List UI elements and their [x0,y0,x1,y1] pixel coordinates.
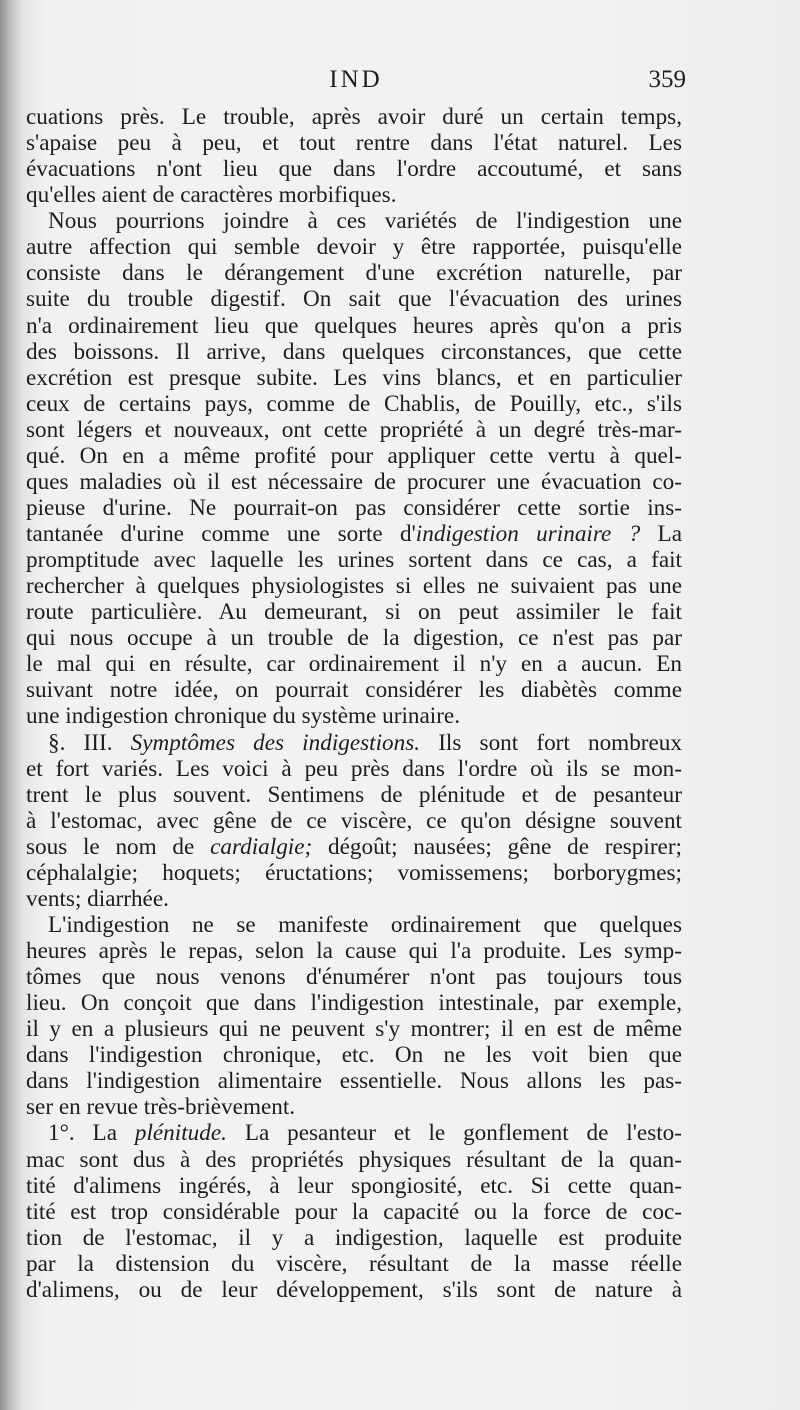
text-run: n'a ordinairement lieu que quelques heures après qu'on a pris [26,312,682,339]
text-run: tité est trop considérable pour la capacité ou la force de coc- [26,1198,682,1225]
text-run: dégoût; nausées; gêne de respirer; [312,833,683,860]
text-run: mac sont dus à des propriétés physiques résultant de la quan- [26,1146,682,1173]
text-run: ser en revue très-brièvement. [26,1094,296,1121]
text-run: consiste dans le dérangement d'une excrétion naturelle, par [26,260,682,287]
text-run: dans l'indigestion alimentaire essentielle. Nous allons les pas- [26,1068,682,1095]
text-line [26,443,682,469]
text-line [26,1016,682,1042]
text-line [26,208,682,234]
text-run: rechercher à quelques physiologistes si elles ne suivaient pas une [26,573,682,600]
text-line [26,573,682,599]
text-run: s'apaise peu à peu, et tout rentre dans l'état naturel. Les [26,130,682,157]
text-run: §. III. [48,729,131,756]
text-line [26,1068,682,1094]
text-run: vents; diarrhée. [26,885,169,912]
text-line [26,104,682,130]
text-run: pieuse d'urine. Ne pourrait-on pas considérer cette sortie ins- [26,494,682,521]
text-run: une indigestion chronique du système urinaire. [26,703,461,730]
text-run: ques maladies où il est nécessaire de procurer une évacuation co- [26,468,682,495]
text-run: ceux de certains pays, comme de Chablis, de Pouilly, etc., s'ils [26,390,682,417]
body-text [26,104,682,1303]
text-line [26,599,682,625]
italic-run: indigestion urinaire ? [415,521,641,547]
text-run: qui nous occupe à un trouble de la digestion, ce n'est pas par [26,625,682,652]
text-line [26,808,682,834]
text-run: heures après le repas, selon la cause qui l'a produite. Les symp- [26,938,682,964]
text-run: La pesanteur et le gonflement de l'esto- [226,1120,682,1147]
text-line [26,417,682,443]
text-line [26,130,682,156]
text-line [26,834,682,860]
text-run: L'indigestion ne se manifeste ordinairement que quelques [48,911,682,938]
italic-run: Symptômes des indigestions. [130,729,421,756]
text-run: lieu. On conçoit que dans l'indigestion intestinale, par exemple, [26,990,682,1017]
text-run: Ils sont fort nombreux [420,729,682,756]
text-run: La [640,521,682,547]
text-line [26,547,682,573]
italic-run: plénitude. [134,1120,227,1147]
text-run: trent le plus souvent. Sentimens de plénitude et de pesanteur [26,781,682,808]
text-line [26,365,682,391]
text-run: Nous pourrions joindre à ces variétés de l'indigestion une [48,208,682,235]
text-line [26,625,682,651]
text-run: tion de l'estomac, il y a indigestion, laquelle est produite [26,1224,682,1251]
text-line [26,1225,682,1251]
text-run: à l'estomac, avec gêne de ce viscère, ce qu'on désigne souvent [26,807,682,834]
text-run: d'alimens, ou de leur développement, s'ils sont de nature à [26,1276,682,1303]
text-run: le mal qui en résulte, car ordinairement il n'y en a aucun. En [26,651,682,678]
text-line [26,234,682,260]
text-line [26,286,682,312]
text-line [26,313,682,339]
page-header [26,66,686,98]
text-line [26,1251,682,1277]
text-run: dans l'indigestion chronique, etc. On ne les voit bien que [26,1042,682,1069]
text-line [26,156,682,182]
text-line [26,912,682,938]
text-line [26,1173,682,1199]
text-run: sont légers et nouveaux, ont cette propriété à un degré très-mar- [26,416,682,443]
text-line [26,730,682,756]
text-line [26,1277,682,1303]
text-run: céphalalgie; hoquets; éructations; vomissemens; borborygmes; [26,859,682,886]
text-line [26,651,682,677]
text-line [26,782,682,808]
text-line [26,339,682,365]
text-run: et fort variés. Les voici à peu près dans l'ordre où ils se mon- [26,755,682,782]
text-run: 1°. La [48,1120,135,1147]
text-line [26,860,682,886]
text-line [26,1147,682,1173]
text-line [26,391,682,417]
text-run: tantanée d'urine comme une sorte d' [26,521,416,547]
text-line [26,964,682,990]
text-run: promptitude avec laquelle les urines sortent dans ce cas, a fait [26,547,682,574]
text-run: qu'elles aient de caractères morbifiques. [26,182,397,209]
text-line [26,938,682,964]
text-line [26,1042,682,1068]
text-line [26,990,682,1016]
text-line [26,469,682,495]
text-run: autre affection qui semble devoir y être rapportée, puisqu'elle [26,234,682,261]
text-run: sous le nom de [26,833,211,860]
text-line [26,182,682,208]
text-run: suivant notre idée, on pourrait considérer les diabètès comme [26,677,682,704]
text-run: tité d'alimens ingérés, à leur spongiosité, etc. Si cette quan- [26,1172,682,1199]
text-line [26,1199,682,1225]
text-line [26,677,682,703]
text-run: par la distension du viscère, résultant de la masse réelle [26,1250,682,1277]
text-line [26,703,682,729]
text-run: suite du trouble digestif. On sait que l'évacuation des urines [26,286,682,313]
text-run: évacuations n'ont lieu que dans l'ordre accoutumé, et sans [26,156,682,183]
text-line [26,756,682,782]
text-run: tômes que nous venons d'énumérer n'ont pas toujours tous [26,964,682,991]
page-number: 359 [648,66,686,93]
text-line [26,1120,682,1146]
text-line [26,521,682,547]
text-line [26,886,682,912]
italic-run: cardialgie; [210,833,313,860]
text-line [26,1094,682,1120]
text-run: excrétion est presque subite. Les vins blancs, et en particulier [26,364,682,391]
text-run: il y en a plusieurs qui ne peuvent s'y montrer; il en est de même [26,1016,682,1043]
text-line [26,260,682,286]
text-run: des boissons. Il arrive, dans quelques circonstances, que cette [26,338,682,365]
text-run: qué. On en a même profité pour appliquer cette vertu à quel- [26,442,682,469]
text-run: cuations près. Le trouble, après avoir duré un certain temps, [26,104,682,130]
text-line [26,495,682,521]
running-head: IND [329,66,383,93]
text-run: route particulière. Au demeurant, si on peut assimiler le fait [26,599,682,626]
